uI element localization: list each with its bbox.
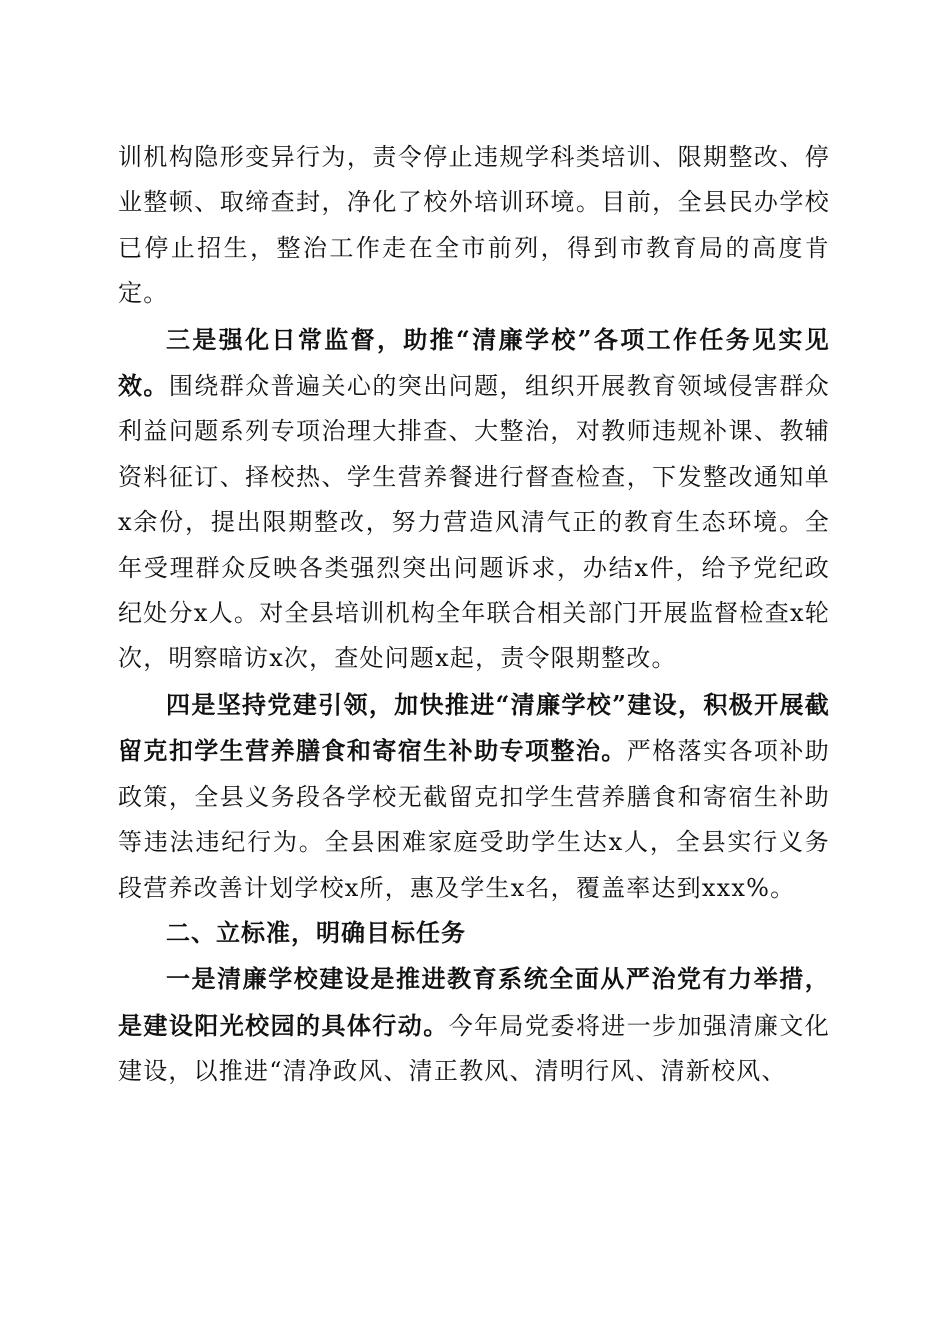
paragraph-text: 今年局党委将进一步加强清廉文化建设，以推进“清净政风、清正教风、清明行风、清新校风、 (118, 1011, 831, 1086)
paragraph-party-building (118, 682, 830, 911)
paragraph-text: 围绕群众普遍关心的突出问题，组织开展教育领域侵害群众利益问题系列专项治理大排查、大整治，对教师违规补课、教辅资料征订、择校热、学生营养餐进行督查检查，下发整改通知单x余份，提出限期整改，努力营造风清气正的教育生态环境。全年受理群众反映各类强烈突出问题诉求，办结x件，给予党纪政纪处分x人。对全县培训机构全年联合相关部门开展监督检查x轮次，明察暗访x次，查处问题x起，责令限期整改。 (118, 372, 830, 673)
paragraph-lead: 一是清廉学校建设是推进教育系统全面从严治党有力举措，是建设阳光校园的具体行动。 (118, 964, 830, 1040)
section-heading: 二、立标准，明确目标任务 (166, 918, 466, 947)
paragraph-text: 严格落实各项补助政策，全县义务段各学校无截留克扣学生营养膳食和寄宿生补助等违法违纪行为。全县困难家庭受助学生达x人，全县实行义务段营养改善计划学校x所，惠及学生x名，覆盖率达到xxx%。 (118, 737, 830, 902)
paragraph-lead: 四是坚持党建引领，加快推进“清廉学校”建设，积极开展截留克扣学生营养膳食和寄宿生补助专项整治。 (118, 689, 830, 766)
paragraph-lead: 三是强化日常监督，助推“清廉学校”各项工作任务见实见效。 (118, 324, 830, 401)
paragraph-clean-school-construction (118, 956, 830, 1094)
paragraph-training-rectification (118, 135, 830, 317)
paragraph-text: 训机构隐形变异行为，责令停止违规学科类培训、限期整改、停业整顿、取缔查封，净化了校外培训环境。目前，全县民办学校已停止招生，整治工作走在全市前列，得到市教育局的高度肯定。 (118, 143, 830, 308)
paragraph-daily-supervision (118, 317, 830, 682)
document-body (118, 135, 830, 1095)
